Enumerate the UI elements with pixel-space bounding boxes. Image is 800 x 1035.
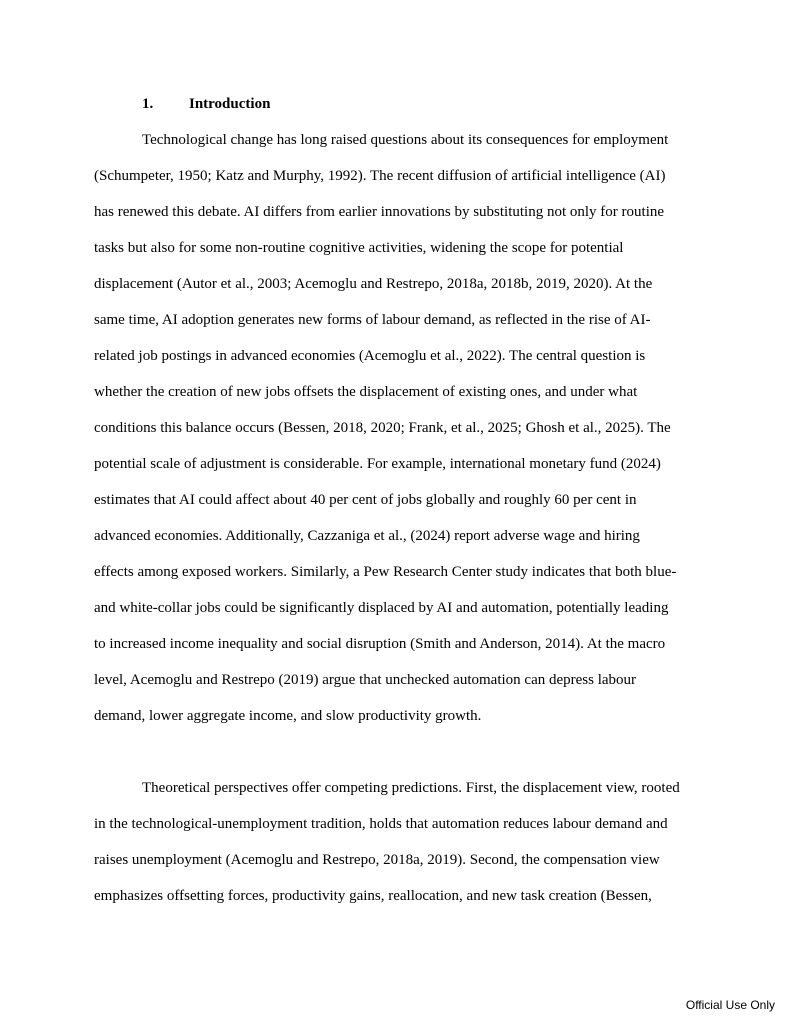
text-line: related job postings in advanced economies (Acemoglu et al., 2022). The central question is xyxy=(94,348,646,364)
text-line: same time, AI adoption generates new forms of labour demand, as reflected in the rise of AI- xyxy=(94,312,651,328)
text-line: advanced economies. Additionally, Cazzaniga et al., (2024) report adverse wage and hiring xyxy=(94,528,640,544)
text-line: level, Acemoglu and Restrepo (2019) argue that unchecked automation can depress labour xyxy=(94,672,637,688)
text-line: has renewed this debate. AI differs from earlier innovations by substituting not only for routine xyxy=(94,204,665,220)
text-line: estimates that AI could affect about 40 per cent of jobs globally and roughly 60 per cent in xyxy=(94,492,637,508)
text-line: Theoretical perspectives offer competing predictions. First, the displacement view, rooted xyxy=(142,780,680,796)
text-line: potential scale of adjustment is considerable. For example, international monetary fund (2024) xyxy=(94,456,661,472)
section-number: 1. xyxy=(142,96,154,112)
text-line: to increased income inequality and social disruption (Smith and Anderson, 2014). At the macro xyxy=(94,636,666,652)
text-line: effects among exposed workers. Similarly, a Pew Research Center study indicates that both blue- xyxy=(94,564,677,580)
text-line: raises unemployment (Acemoglu and Restrepo, 2018a, 2019). Second, the compensation view xyxy=(94,852,660,868)
text-line: whether the creation of new jobs offsets the displacement of existing ones, and under what xyxy=(94,384,638,400)
text-line: and white-collar jobs could be significantly displaced by AI and automation, potentially leading xyxy=(94,600,669,616)
text-line: conditions this balance occurs (Bessen, 2018, 2020; Frank, et al., 2025; Ghosh et al., 2025). The xyxy=(94,420,671,436)
text-line: displacement (Autor et al., 2003; Acemoglu and Restrepo, 2018a, 2018b, 2019, 2020). At the xyxy=(94,276,653,292)
section-heading xyxy=(142,94,270,114)
text-line: tasks but also for some non-routine cognitive activities, widening the scope for potential xyxy=(94,240,624,256)
text-line: in the technological-unemployment tradition, holds that automation reduces labour demand and xyxy=(94,816,668,832)
text-line: emphasizes offsetting forces, productivity gains, reallocation, and new task creation (Bessen, xyxy=(94,888,652,904)
text-line: demand, lower aggregate income, and slow productivity growth. xyxy=(94,708,482,724)
text-line: Technological change has long raised questions about its consequences for employment xyxy=(142,132,669,148)
section-title: Introduction xyxy=(189,96,271,112)
text-line: (Schumpeter, 1950; Katz and Murphy, 1992). The recent diffusion of artificial intelligence (AI) xyxy=(94,168,666,184)
classification-label: Official Use Only xyxy=(685,998,775,1012)
